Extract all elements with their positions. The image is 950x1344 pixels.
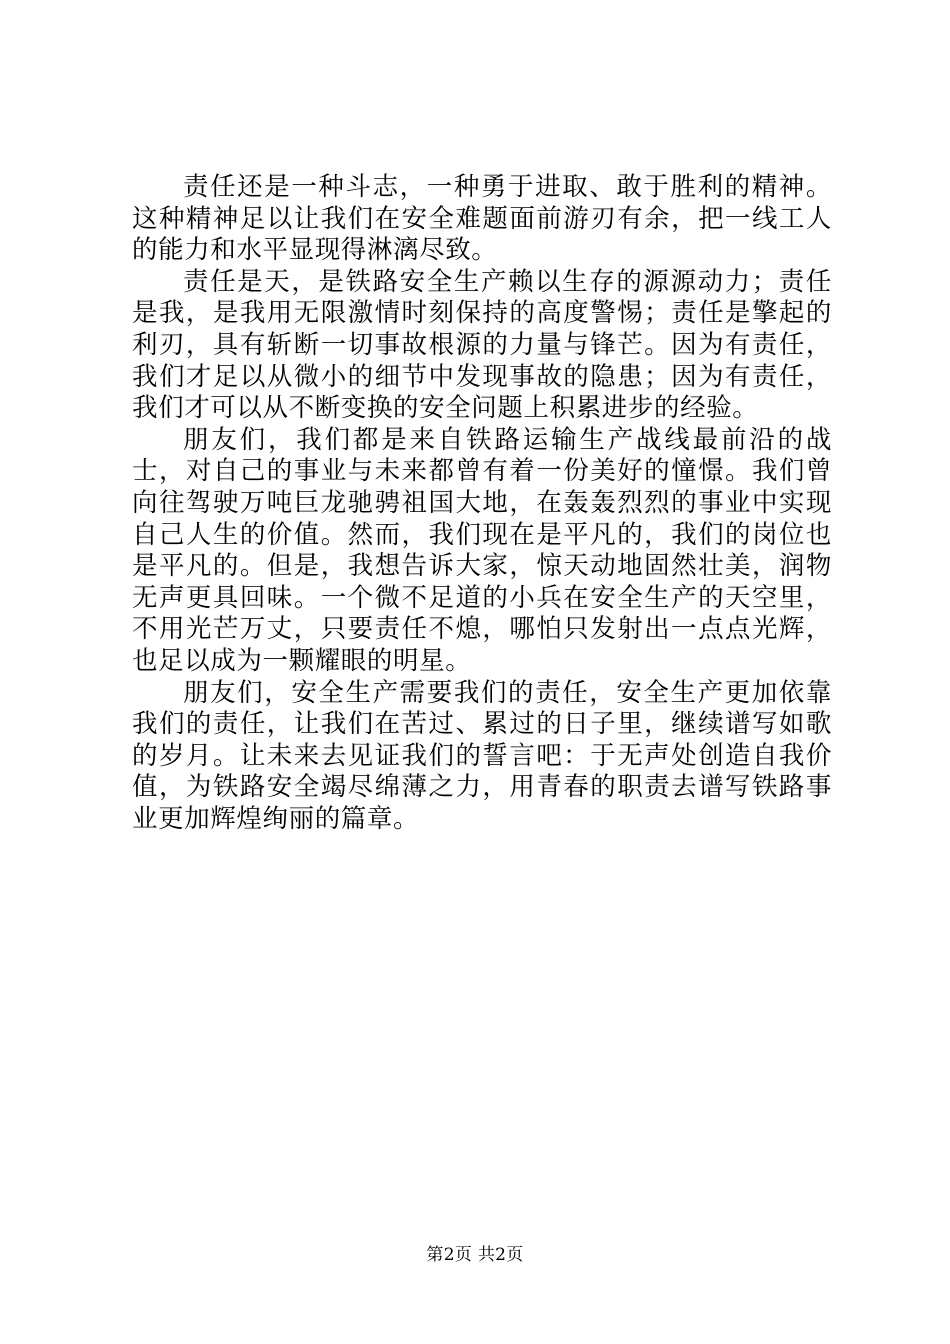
paragraph: 责任还是一种斗志，一种勇于进取、敢于胜利的精神。这种精神足以让我们在安全难题面前游刃有余，把一线工人的能力和水平显现得淋漓尽致。 (132, 172, 832, 266)
page-number: 第2页 共2页 (426, 1245, 524, 1265)
page-footer (0, 1243, 950, 1267)
paragraph: 朋友们，安全生产需要我们的责任，安全生产更加依靠我们的责任，让我们在苦过、累过的日子里，继续谱写如歌的岁月。让未来去见证我们的誓言吧：于无声处创造自我价值，为铁路安全竭尽绵薄之力，用青春的职责去谱写铁路事业更加辉煌绚丽的篇章。 (132, 677, 832, 834)
paragraph: 朋友们，我们都是来自铁路运输生产战线最前沿的战士，对自己的事业与未来都曾有着一份美好的憧憬。我们曾向往驾驶万吨巨龙驰骋祖国大地，在轰轰烈烈的事业中实现自己人生的价值。然而，我们现在是平凡的，我们的岗位也是平凡的。但是，我想告诉大家，惊天动地固然壮美，润物无声更具回味。一个微不足道的小兵在安全生产的天空里，不用光芒万丈，只要责任不熄，哪怕只发射出一点点光辉，也足以成为一颗耀眼的明星。 (132, 424, 832, 676)
paragraph: 责任是天，是铁路安全生产赖以生存的源源动力；责任是我，是我用无限激情时刻保持的高度警惕；责任是擎起的利刃，具有斩断一切事故根源的力量与锋芒。因为有责任，我们才足以从微小的细节中发现事故的隐患；因为有责任，我们才可以从不断变换的安全问题上积累进步的经验。 (132, 266, 832, 424)
document-body (132, 172, 832, 835)
